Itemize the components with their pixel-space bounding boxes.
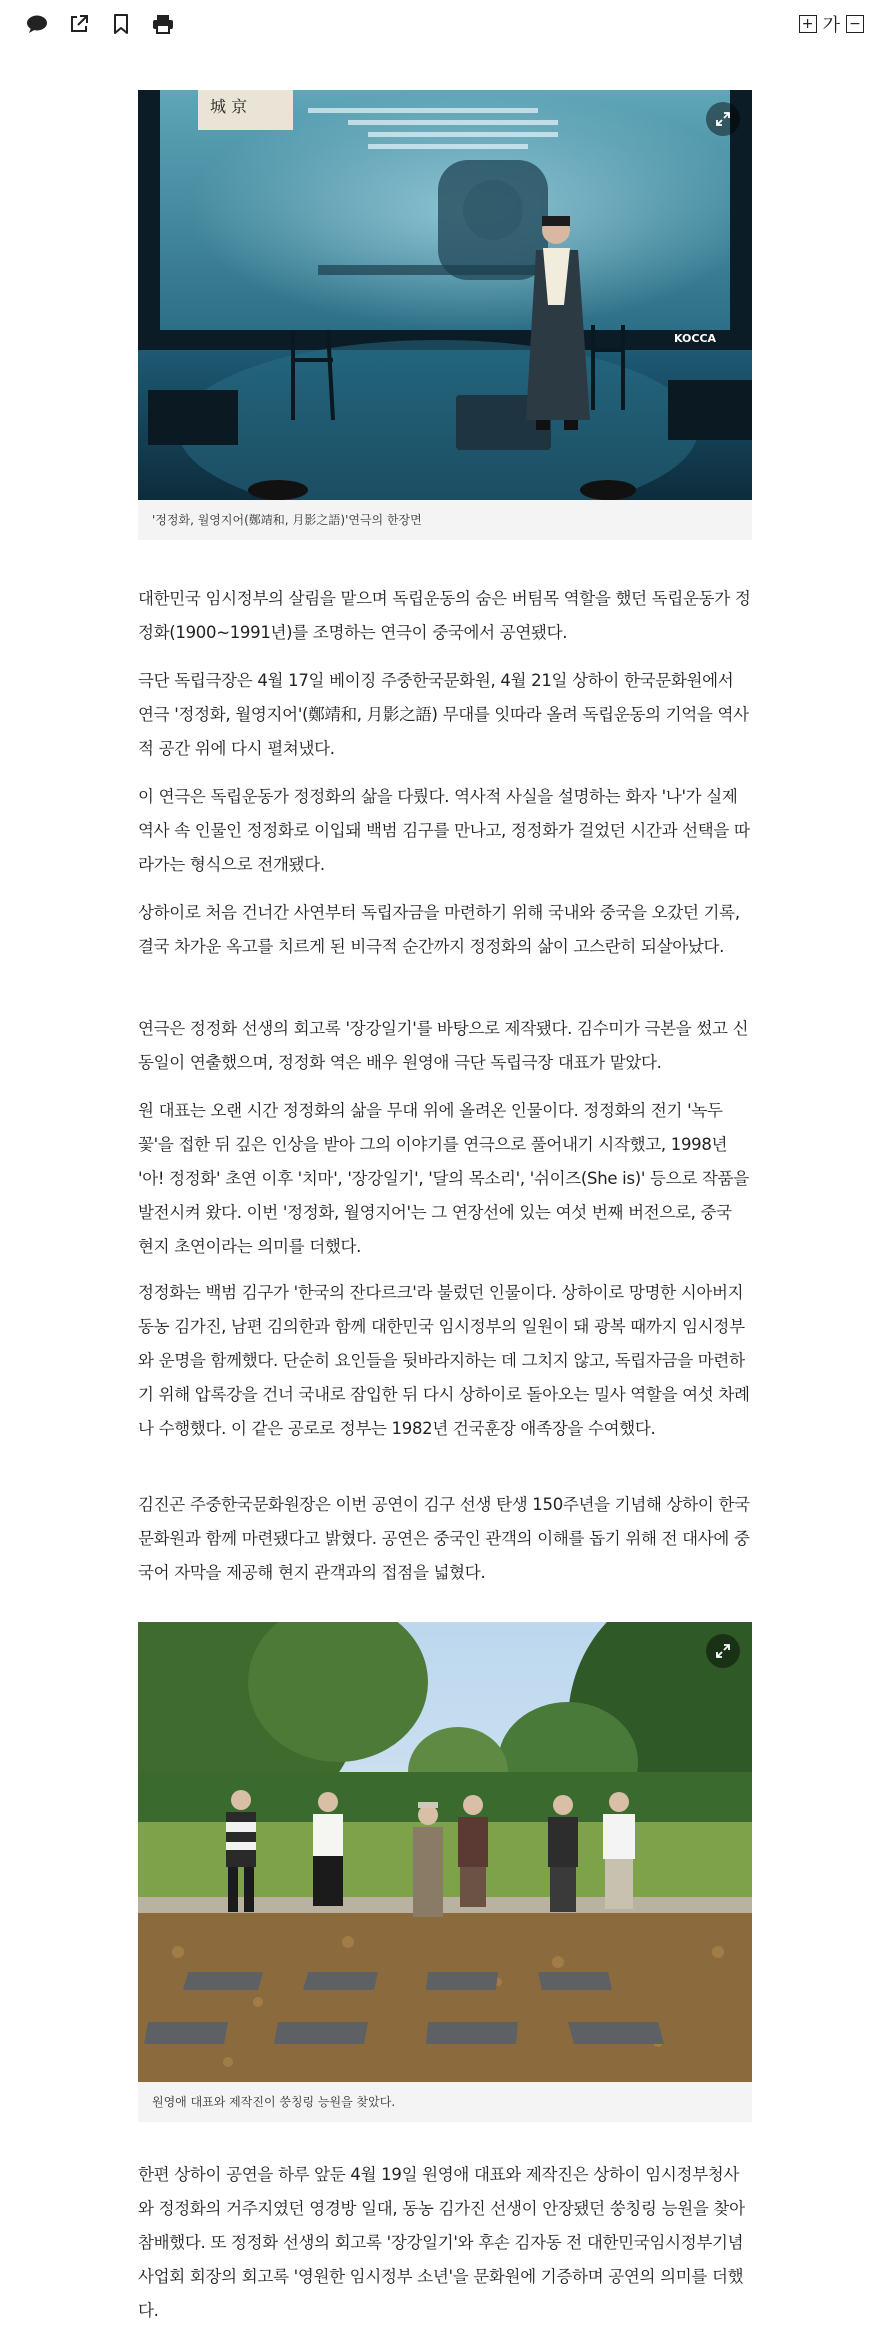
font-decrease-button[interactable]: − xyxy=(846,15,864,33)
article-paragraph: 상하이로 처음 건너간 사연부터 독립자금을 마련하기 위해 국내와 중국을 오갔던 기록, 결국 차가운 옥고를 치르게 된 비극적 순간까지 정정화의 삶이 고스란히 되살아났다. xyxy=(138,903,740,956)
article-paragraph: 대한민국 임시정부의 살림을 맡으며 독립운동의 숨은 버팀목 역할을 했던 독립운동가 정정화(1900~1991년)를 조명하는 연극이 중국에서 공연됐다. xyxy=(138,589,751,642)
comment-icon xyxy=(26,14,48,34)
expand-icon xyxy=(715,111,731,127)
comment-button[interactable] xyxy=(24,11,50,37)
park-photo[interactable] xyxy=(138,1622,752,2082)
expand-image-button[interactable] xyxy=(706,102,740,136)
print-icon xyxy=(152,14,174,34)
print-button[interactable] xyxy=(150,11,176,37)
article-paragraph: 김진곤 주중한국문화원장은 이번 공연이 김구 선생 탄생 150주년을 기념해 상하이 한국문화원과 함께 마련됐다고 밝혔다. 공연은 중국인 관객의 이해를 돕기 위해 전 대사에 중국어 자막을 제공해 현지 관객과의 접점을 넓혔다. xyxy=(138,1495,750,1582)
figure-stage xyxy=(138,90,752,540)
font-size-controls xyxy=(799,11,864,37)
share-icon xyxy=(69,14,89,34)
expand-icon xyxy=(715,1643,731,1659)
font-size-label: 가 xyxy=(822,15,840,36)
park-scene-image xyxy=(138,1622,752,2082)
share-button[interactable] xyxy=(66,11,92,37)
figure-caption: '정정화, 월영지어(鄭靖和, 月影之語)'연극의 한장면 xyxy=(138,500,752,540)
screen-logo-text: KOCCA xyxy=(674,332,717,345)
stage-scene-image xyxy=(138,90,752,500)
article-paragraph: 한편 상하이 공연을 하루 앞둔 4월 19일 원영애 대표와 제작진은 상하이 임시정부청사와 정정화의 거주지였던 영경방 일대, 동농 김가진 선생이 안장됐던 쑹칭링 능원을 찾아 참배했다. 또 정정화 선생의 회고록 '장강일기'와 후손 김자동 전 대한민국임시정부기념사업회 회장의 회고록 '영원한 임시정부 소년'을 문화원에 기증하며 공연의 의미를 더했다. xyxy=(138,2165,745,2320)
article-paragraph: 정정화는 백범 김구가 '한국의 잔다르크'라 불렀던 인물이다. 상하이로 망명한 시아버지 동농 김가진, 남편 김의한과 함께 대한민국 임시정부의 일원이 돼 광복 때까지 임시정부와 운명을 함께했다. 단순히 요인들을 뒷바라지하는 데 그치지 않고, 독립자금을 마련하기 위해 압록강을 건너 국내로 잠입한 뒤 다시 상하이로 돌아오는 밀사 역할을 여섯 차례나 수행했다. 이 같은 공로로 정부는 1982년 건국훈장 애족장을 수여했다. xyxy=(138,1283,750,1438)
bookmark-button[interactable] xyxy=(108,11,134,37)
article-paragraph: 연극은 정정화 선생의 회고록 '장강일기'를 바탕으로 제작됐다. 김수미가 극본을 썼고 신동일이 연출했으며, 정정화 역은 배우 원영애 극단 독립극장 대표가 맡았다. xyxy=(138,1019,749,1072)
expand-image-button[interactable] xyxy=(706,1634,740,1668)
article-paragraph: 이 연극은 독립운동가 정정화의 삶을 다뤘다. 역사적 사실을 설명하는 화자 '나'가 실제 역사 속 인물인 정정화로 이입돼 백범 김구를 만나고, 정정화가 걸었던 시간과 선택을 따라가는 형식으로 전개됐다. xyxy=(138,787,750,874)
article-toolbar xyxy=(0,0,888,48)
figure-park-visit xyxy=(138,1622,752,2122)
article-paragraph: 원 대표는 오랜 시간 정정화의 삶을 무대 위에 올려온 인물이다. 정정화의 전기 '녹두꽃'을 접한 뒤 깊은 인상을 받아 그의 이야기를 연극으로 풀어내기 시작했고, 1998년 '아! 정정화' 초연 이후 '치마', '장강일기', '달의 목소리', '쉬이즈(She is)' 등으로 작품을 발전시켜 왔다. 이번 '정정화, 월영지어'는 그 연장선에 있는 여섯 번째 버전으로, 중국 현지 초연이라는 의미를 더했다. xyxy=(138,1101,749,1256)
font-increase-button[interactable]: + xyxy=(799,15,817,33)
figure-caption: 원영애 대표와 제작진이 쑹칭링 능원을 찾았다. xyxy=(138,2082,752,2122)
article-paragraph: 극단 독립극장은 4월 17일 베이징 주중한국문화원, 4월 21일 상하이 한국문화원에서 연극 '정정화, 월영지어'(鄭靖和, 月影之語) 무대를 잇따라 올려 독립운동의 기억을 역사적 공간 위에 다시 펼쳐냈다. xyxy=(138,671,749,758)
toolbar-left-group xyxy=(24,11,176,37)
bookmark-icon xyxy=(113,14,129,34)
stage-sign-text: 城 京 xyxy=(210,97,248,116)
stage-photo[interactable] xyxy=(138,90,752,500)
